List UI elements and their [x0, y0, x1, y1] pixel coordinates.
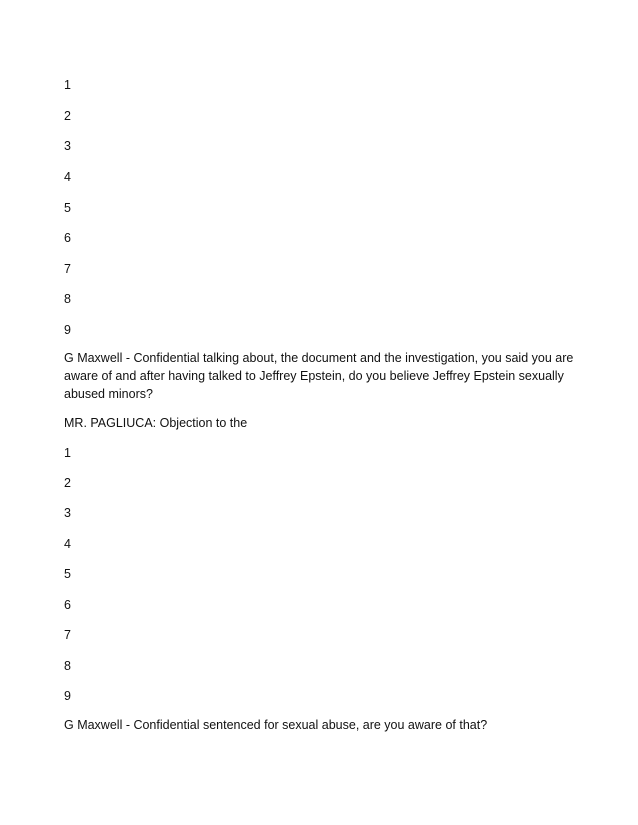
testimony-text-line: abused minors?	[64, 387, 153, 401]
line-number: 5	[64, 201, 71, 215]
line-number: 5	[64, 567, 71, 581]
objection-text: MR. PAGLIUCA: Objection to the	[64, 416, 248, 430]
line-number: 6	[64, 231, 71, 245]
line-number: 8	[64, 659, 71, 673]
testimony-text-line: aware of and after having talked to Jeffrey Epstein, do you believe Jeffrey Epstein sexually	[64, 369, 564, 383]
line-number: 9	[64, 323, 71, 337]
line-number: 3	[64, 139, 71, 153]
line-number: 6	[64, 598, 71, 612]
line-number: 8	[64, 292, 71, 306]
line-number: 7	[64, 262, 71, 276]
line-number: 3	[64, 506, 71, 520]
testimony-question	[64, 349, 574, 403]
line-number: 4	[64, 537, 71, 551]
line-number: 2	[64, 476, 71, 490]
line-number: 9	[64, 689, 71, 703]
line-number: 7	[64, 628, 71, 642]
line-number: 2	[64, 109, 71, 123]
line-number: 4	[64, 170, 71, 184]
line-number: 1	[64, 446, 71, 460]
testimony-text-line: G Maxwell - Confidential talking about, the document and the investigation, you said you are	[64, 351, 574, 365]
line-number: 1	[64, 78, 71, 92]
testimony-question-final: G Maxwell - Confidential sentenced for sexual abuse, are you aware of that?	[64, 718, 488, 732]
